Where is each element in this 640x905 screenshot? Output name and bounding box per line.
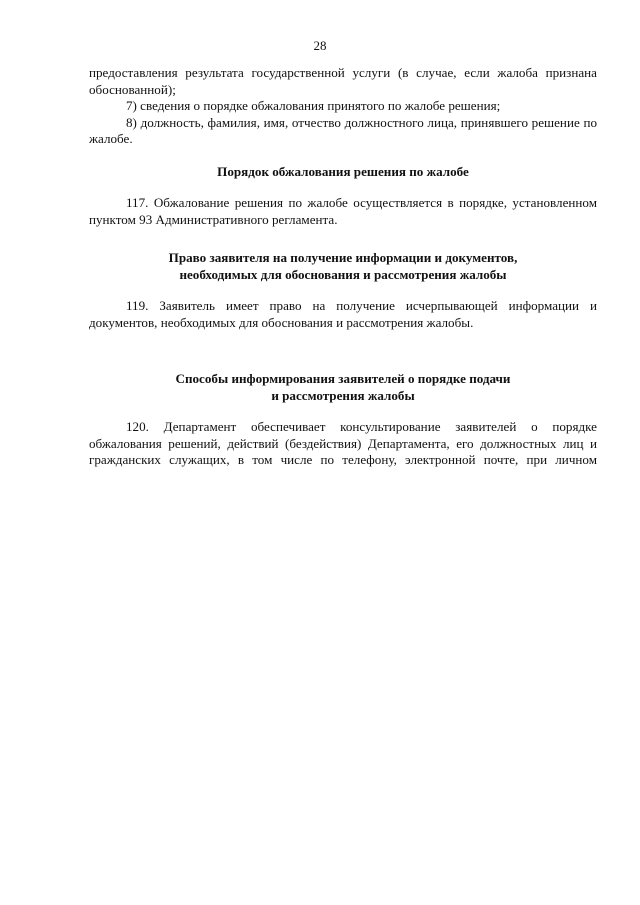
page-content	[89, 65, 597, 469]
paragraph-120: 120. Департамент обеспечивает консультирование заявителей о порядке обжалования решений, действий (бездействия) Департамента, его должностных лиц и гражданских служащих, в том числе по телефону, электронной почте, при личном	[89, 419, 597, 467]
paragraph-119: 119. Заявитель имеет право на получение исчерпывающей информации и документов, необходимых для обоснования и рассмотрения жалобы.	[89, 298, 597, 330]
section-heading-right-to-information	[89, 250, 597, 283]
paragraph-continuation: предоставления результата государственной услуги (в случае, если жалоба признана обоснованной);	[89, 65, 597, 97]
page-number: 28	[313, 38, 327, 53]
list-item-7: 7) сведения о порядке обжалования принятого по жалобе решения;	[126, 98, 501, 113]
section-heading-appeal: Порядок обжалования решения по жалобе	[217, 163, 469, 179]
heading-line: необходимых для обоснования и рассмотрения жалобы	[179, 266, 507, 282]
section-heading-informing-methods	[89, 371, 597, 404]
heading-line: Способы информирования заявителей о порядке подачи	[175, 371, 511, 386]
paragraph-117: 117. Обжалование решения по жалобе осуществляется в порядке, установленном пунктом 93 Административного регламента.	[89, 195, 597, 227]
heading-line: и рассмотрения жалобы	[271, 387, 415, 403]
list-item-8: 8) должность, фамилия, имя, отчество должностного лица, принявшего решение по жалобе.	[89, 114, 597, 146]
heading-line: Право заявителя на получение информации и документов,	[168, 250, 518, 265]
